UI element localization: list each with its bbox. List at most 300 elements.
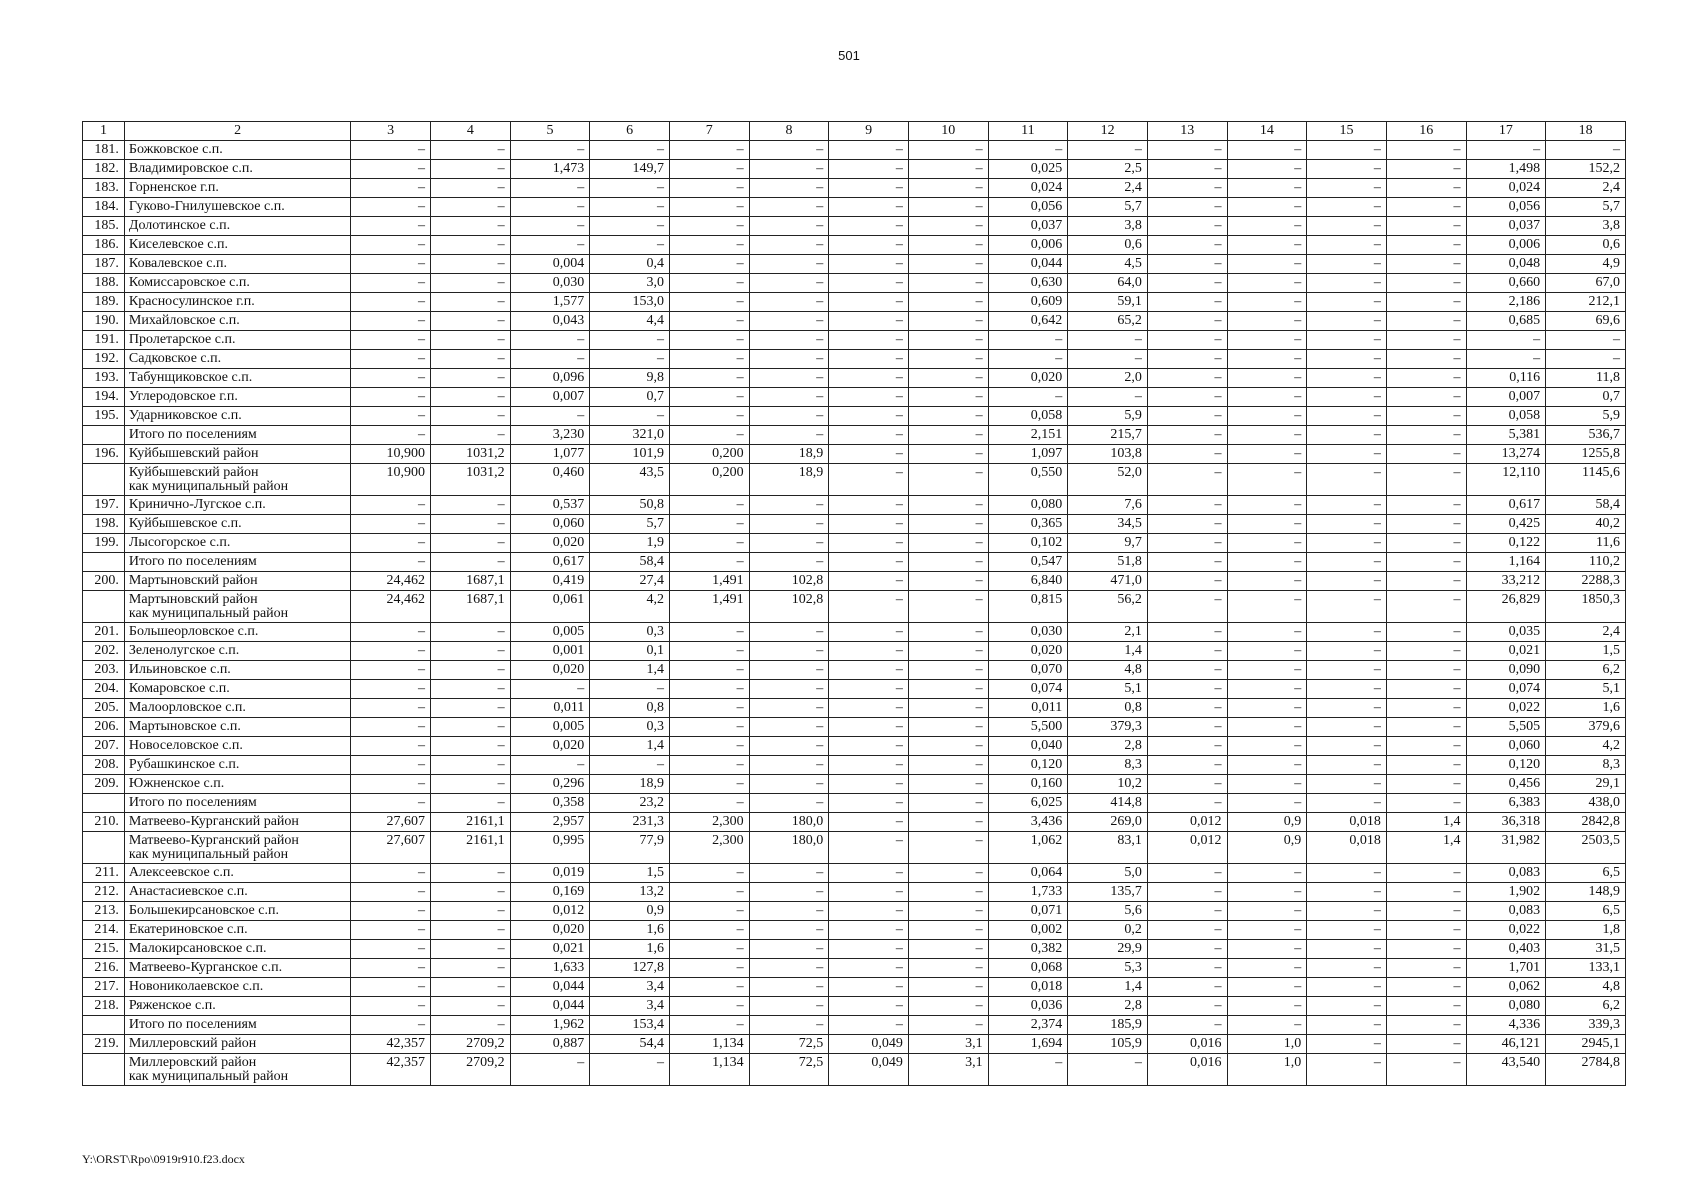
- value-cell: –: [829, 255, 909, 274]
- value-cell: –: [1147, 553, 1227, 572]
- row-name-line: Новониколаевское с.п.: [128, 979, 264, 994]
- value-cell: 0,030: [510, 274, 590, 293]
- value-cell: 0,074: [1466, 680, 1546, 699]
- value-cell: –: [749, 198, 829, 217]
- row-name-line: Итого по поселениям: [128, 427, 257, 442]
- value-cell: 0,547: [988, 553, 1068, 572]
- value-cell: –: [430, 959, 510, 978]
- value-cell: 43,540: [1466, 1054, 1546, 1086]
- row-name-line: Кринично-Лугское с.п.: [128, 497, 266, 512]
- value-cell: –: [908, 978, 988, 997]
- value-cell: –: [1147, 1016, 1227, 1035]
- value-cell: 5,500: [988, 718, 1068, 737]
- value-cell: 0,460: [510, 464, 590, 496]
- value-cell: 0,043: [510, 312, 590, 331]
- value-cell: 0,040: [988, 737, 1068, 756]
- value-cell: –: [829, 464, 909, 496]
- value-cell: –: [430, 179, 510, 198]
- value-cell: –: [1227, 737, 1307, 756]
- value-cell: 212,1: [1546, 293, 1626, 312]
- value-cell: –: [749, 534, 829, 553]
- value-cell: 0,058: [988, 407, 1068, 426]
- value-cell: –: [1227, 661, 1307, 680]
- value-cell: –: [829, 718, 909, 737]
- value-cell: 5,7: [1546, 198, 1626, 217]
- row-number-cell: 189.: [83, 293, 125, 312]
- value-cell: –: [749, 369, 829, 388]
- row-name-cell: [124, 464, 350, 496]
- value-cell: 0,005: [510, 718, 590, 737]
- row-name-line: Табунщиковское с.п.: [128, 370, 253, 385]
- value-cell: 0,071: [988, 902, 1068, 921]
- value-cell: –: [1227, 642, 1307, 661]
- value-cell: –: [669, 255, 749, 274]
- value-cell: –: [430, 426, 510, 445]
- value-cell: –: [351, 623, 431, 642]
- value-cell: 0,018: [988, 978, 1068, 997]
- value-cell: –: [1466, 331, 1546, 350]
- value-cell: –: [1386, 515, 1466, 534]
- value-cell: –: [1307, 198, 1387, 217]
- value-cell: –: [829, 553, 909, 572]
- value-cell: –: [430, 699, 510, 718]
- value-cell: –: [430, 141, 510, 160]
- value-cell: –: [1068, 1054, 1148, 1086]
- value-cell: –: [1307, 445, 1387, 464]
- row-number-cell: 204.: [83, 680, 125, 699]
- value-cell: 438,0: [1546, 794, 1626, 813]
- value-cell: –: [1147, 426, 1227, 445]
- value-cell: –: [908, 331, 988, 350]
- header-cell: 14: [1227, 122, 1307, 141]
- value-cell: –: [1386, 997, 1466, 1016]
- row-name-line: Михайловское с.п.: [128, 313, 240, 328]
- value-cell: 0,9: [590, 902, 670, 921]
- value-cell: –: [908, 369, 988, 388]
- value-cell: –: [1386, 426, 1466, 445]
- row-name-cell: [124, 217, 350, 236]
- row-name-line: Итого по поселениям: [128, 795, 257, 810]
- value-cell: –: [669, 534, 749, 553]
- row-number-cell: 219.: [83, 1035, 125, 1054]
- value-cell: –: [1147, 496, 1227, 515]
- row-name-cell: [124, 921, 350, 940]
- value-cell: –: [1386, 921, 1466, 940]
- value-cell: 0,550: [988, 464, 1068, 496]
- value-cell: –: [1386, 775, 1466, 794]
- value-cell: –: [1147, 642, 1227, 661]
- value-cell: –: [829, 274, 909, 293]
- value-cell: –: [1307, 661, 1387, 680]
- header-cell: 6: [590, 122, 670, 141]
- value-cell: 2709,2: [430, 1054, 510, 1086]
- row-number-cell: [83, 794, 125, 813]
- value-cell: –: [1386, 496, 1466, 515]
- value-cell: 0,056: [988, 198, 1068, 217]
- value-cell: 0,005: [510, 623, 590, 642]
- table-row: [83, 756, 1626, 775]
- value-cell: 0,116: [1466, 369, 1546, 388]
- row-name-cell: [124, 902, 350, 921]
- value-cell: –: [510, 236, 590, 255]
- value-cell: –: [1307, 515, 1387, 534]
- value-cell: 3,0: [590, 274, 670, 293]
- value-cell: 26,829: [1466, 591, 1546, 623]
- value-cell: 51,8: [1068, 553, 1148, 572]
- value-cell: 379,3: [1068, 718, 1148, 737]
- value-cell: –: [988, 331, 1068, 350]
- value-cell: 0,012: [510, 902, 590, 921]
- table-row: [83, 832, 1626, 864]
- value-cell: –: [1147, 179, 1227, 198]
- value-cell: 1,694: [988, 1035, 1068, 1054]
- value-cell: –: [669, 756, 749, 775]
- value-cell: –: [1147, 312, 1227, 331]
- value-cell: 0,068: [988, 959, 1068, 978]
- value-cell: –: [908, 426, 988, 445]
- value-cell: –: [1227, 179, 1307, 198]
- value-cell: –: [829, 794, 909, 813]
- value-cell: –: [749, 883, 829, 902]
- value-cell: –: [1227, 794, 1307, 813]
- value-cell: –: [669, 959, 749, 978]
- row-number-cell: [83, 832, 125, 864]
- value-cell: –: [1147, 534, 1227, 553]
- value-cell: 50,8: [590, 496, 670, 515]
- value-cell: –: [908, 959, 988, 978]
- row-number-cell: 196.: [83, 445, 125, 464]
- row-name-line-2: как муниципальный район: [128, 606, 289, 621]
- value-cell: –: [749, 623, 829, 642]
- value-cell: –: [669, 274, 749, 293]
- value-cell: –: [908, 864, 988, 883]
- value-cell: 83,1: [1068, 832, 1148, 864]
- value-cell: 0,995: [510, 832, 590, 864]
- value-cell: –: [749, 940, 829, 959]
- value-cell: –: [988, 1054, 1068, 1086]
- row-number-cell: 194.: [83, 388, 125, 407]
- value-cell: –: [430, 642, 510, 661]
- value-cell: 0,617: [510, 553, 590, 572]
- value-cell: 1031,2: [430, 445, 510, 464]
- value-cell: –: [351, 255, 431, 274]
- value-cell: 12,110: [1466, 464, 1546, 496]
- value-cell: –: [1386, 553, 1466, 572]
- value-cell: –: [590, 1054, 670, 1086]
- value-cell: –: [749, 407, 829, 426]
- value-cell: –: [1147, 661, 1227, 680]
- row-name-line: Владимировское с.п.: [128, 161, 253, 176]
- value-cell: 6,5: [1546, 902, 1626, 921]
- value-cell: –: [590, 407, 670, 426]
- value-cell: 1,633: [510, 959, 590, 978]
- value-cell: –: [1307, 699, 1387, 718]
- value-cell: 5,1: [1068, 680, 1148, 699]
- value-cell: –: [1227, 141, 1307, 160]
- value-cell: –: [590, 217, 670, 236]
- value-cell: 1,5: [1546, 642, 1626, 661]
- value-cell: 8,3: [1546, 756, 1626, 775]
- table-row: [83, 642, 1626, 661]
- value-cell: –: [1227, 198, 1307, 217]
- value-cell: –: [1386, 864, 1466, 883]
- header-cell: 7: [669, 122, 749, 141]
- value-cell: –: [1147, 217, 1227, 236]
- value-cell: 5,9: [1546, 407, 1626, 426]
- value-cell: 0,064: [988, 864, 1068, 883]
- value-cell: 2,374: [988, 1016, 1068, 1035]
- value-cell: 2,5: [1068, 160, 1148, 179]
- row-number-cell: 208.: [83, 756, 125, 775]
- value-cell: –: [1307, 350, 1387, 369]
- value-cell: –: [829, 312, 909, 331]
- row-number-cell: 206.: [83, 718, 125, 737]
- value-cell: –: [510, 756, 590, 775]
- value-cell: –: [1227, 160, 1307, 179]
- value-cell: 1,062: [988, 832, 1068, 864]
- value-cell: –: [430, 160, 510, 179]
- value-cell: 42,357: [351, 1035, 431, 1054]
- row-number-cell: 201.: [83, 623, 125, 642]
- row-number-cell: 200.: [83, 572, 125, 591]
- value-cell: –: [669, 680, 749, 699]
- value-cell: 1,4: [1068, 978, 1148, 997]
- value-cell: –: [669, 794, 749, 813]
- value-cell: –: [829, 775, 909, 794]
- header-cell: 2: [124, 122, 350, 141]
- row-number-cell: 184.: [83, 198, 125, 217]
- row-number-cell: 198.: [83, 515, 125, 534]
- row-name-line: Киселевское с.п.: [128, 237, 228, 252]
- value-cell: –: [1147, 293, 1227, 312]
- value-cell: 0,2: [1068, 921, 1148, 940]
- row-name-line: Комиссаровское с.п.: [128, 275, 250, 290]
- value-cell: 215,7: [1068, 426, 1148, 445]
- row-number-cell: 199.: [83, 534, 125, 553]
- value-cell: 0,049: [829, 1035, 909, 1054]
- row-name-line: Малоорловское с.п.: [128, 700, 246, 715]
- value-cell: –: [430, 775, 510, 794]
- value-cell: –: [669, 331, 749, 350]
- value-cell: –: [829, 217, 909, 236]
- row-number-cell: [83, 464, 125, 496]
- value-cell: –: [1227, 756, 1307, 775]
- data-table: [82, 121, 1626, 1086]
- value-cell: –: [908, 350, 988, 369]
- value-cell: –: [590, 236, 670, 255]
- value-cell: –: [829, 661, 909, 680]
- value-cell: –: [669, 699, 749, 718]
- file-path-footer: Y:\ORST\Rpo\0919r910.f23.docx: [82, 1152, 245, 1166]
- value-cell: –: [430, 978, 510, 997]
- row-number-cell: 195.: [83, 407, 125, 426]
- value-cell: –: [1147, 572, 1227, 591]
- value-cell: 58,4: [1546, 496, 1626, 515]
- value-cell: –: [669, 217, 749, 236]
- value-cell: –: [430, 940, 510, 959]
- value-cell: –: [430, 331, 510, 350]
- value-cell: 65,2: [1068, 312, 1148, 331]
- row-number-cell: 185.: [83, 217, 125, 236]
- value-cell: 0,358: [510, 794, 590, 813]
- value-cell: 2,0: [1068, 369, 1148, 388]
- value-cell: –: [1307, 464, 1387, 496]
- value-cell: –: [1147, 515, 1227, 534]
- value-cell: –: [351, 553, 431, 572]
- value-cell: 5,0: [1068, 864, 1148, 883]
- row-name-line: Анастасиевское с.п.: [128, 884, 248, 899]
- value-cell: –: [1386, 293, 1466, 312]
- value-cell: 4,2: [1546, 737, 1626, 756]
- value-cell: –: [988, 388, 1068, 407]
- value-cell: –: [829, 642, 909, 661]
- value-cell: 0,001: [510, 642, 590, 661]
- value-cell: 6,383: [1466, 794, 1546, 813]
- table-row: [83, 553, 1626, 572]
- header-cell: 9: [829, 122, 909, 141]
- data-table-wrapper: [82, 121, 1626, 1086]
- table-row: [83, 464, 1626, 496]
- value-cell: 1687,1: [430, 591, 510, 623]
- value-cell: 0,020: [510, 661, 590, 680]
- value-cell: –: [908, 775, 988, 794]
- value-cell: –: [669, 312, 749, 331]
- table-row: [83, 813, 1626, 832]
- row-name-cell: [124, 179, 350, 198]
- value-cell: –: [669, 496, 749, 515]
- value-cell: –: [749, 978, 829, 997]
- value-cell: 69,6: [1546, 312, 1626, 331]
- value-cell: 0,022: [1466, 921, 1546, 940]
- value-cell: –: [749, 959, 829, 978]
- value-cell: –: [1307, 1035, 1387, 1054]
- value-cell: –: [1147, 369, 1227, 388]
- value-cell: 4,8: [1546, 978, 1626, 997]
- value-cell: 0,365: [988, 515, 1068, 534]
- row-name-cell: [124, 407, 350, 426]
- value-cell: 0,018: [1307, 813, 1387, 832]
- row-number-cell: 211.: [83, 864, 125, 883]
- value-cell: –: [1147, 959, 1227, 978]
- value-cell: 0,019: [510, 864, 590, 883]
- value-cell: –: [829, 350, 909, 369]
- value-cell: 0,685: [1466, 312, 1546, 331]
- value-cell: 5,1: [1546, 680, 1626, 699]
- row-name-line: Куйбышевский район: [128, 446, 259, 461]
- header-row: [83, 122, 1626, 141]
- value-cell: 2161,1: [430, 813, 510, 832]
- row-name-line: Итого по поселениям: [128, 1017, 257, 1032]
- value-cell: 379,6: [1546, 718, 1626, 737]
- value-cell: 58,4: [590, 553, 670, 572]
- value-cell: 64,0: [1068, 274, 1148, 293]
- value-cell: –: [1386, 680, 1466, 699]
- value-cell: –: [1386, 350, 1466, 369]
- value-cell: 1,134: [669, 1054, 749, 1086]
- value-cell: –: [590, 141, 670, 160]
- value-cell: –: [669, 369, 749, 388]
- value-cell: 1,164: [1466, 553, 1546, 572]
- value-cell: –: [1227, 921, 1307, 940]
- value-cell: 1255,8: [1546, 445, 1626, 464]
- value-cell: –: [430, 274, 510, 293]
- value-cell: –: [1227, 464, 1307, 496]
- value-cell: 1,077: [510, 445, 590, 464]
- value-cell: –: [1227, 426, 1307, 445]
- value-cell: –: [351, 274, 431, 293]
- value-cell: –: [1386, 959, 1466, 978]
- value-cell: –: [1307, 921, 1387, 940]
- value-cell: –: [1386, 198, 1466, 217]
- value-cell: 101,9: [590, 445, 670, 464]
- row-name-cell: [124, 496, 350, 515]
- value-cell: 0,011: [510, 699, 590, 718]
- value-cell: 4,9: [1546, 255, 1626, 274]
- row-name-line: Миллеровский район: [128, 1055, 257, 1070]
- value-cell: –: [1386, 217, 1466, 236]
- table-row: [83, 179, 1626, 198]
- value-cell: –: [1386, 255, 1466, 274]
- table-row: [83, 737, 1626, 756]
- value-cell: –: [988, 141, 1068, 160]
- value-cell: 72,5: [749, 1035, 829, 1054]
- value-cell: –: [908, 718, 988, 737]
- value-cell: 6,2: [1546, 997, 1626, 1016]
- row-name-cell: [124, 623, 350, 642]
- value-cell: 5,9: [1068, 407, 1148, 426]
- value-cell: 0,200: [669, 445, 749, 464]
- value-cell: 1145,6: [1546, 464, 1626, 496]
- value-cell: 0,630: [988, 274, 1068, 293]
- value-cell: 0,016: [1147, 1035, 1227, 1054]
- value-cell: –: [351, 680, 431, 699]
- value-cell: –: [829, 141, 909, 160]
- value-cell: –: [908, 515, 988, 534]
- row-number-cell: 215.: [83, 940, 125, 959]
- value-cell: –: [908, 794, 988, 813]
- value-cell: –: [1307, 680, 1387, 699]
- value-cell: 1,701: [1466, 959, 1546, 978]
- row-name-line: Итого по поселениям: [128, 554, 257, 569]
- value-cell: –: [351, 350, 431, 369]
- value-cell: 0,609: [988, 293, 1068, 312]
- value-cell: –: [351, 198, 431, 217]
- row-name-cell: [124, 1054, 350, 1086]
- value-cell: –: [351, 312, 431, 331]
- value-cell: 0,004: [510, 255, 590, 274]
- value-cell: 0,7: [1546, 388, 1626, 407]
- table-row: [83, 794, 1626, 813]
- row-number-cell: 187.: [83, 255, 125, 274]
- value-cell: –: [1386, 312, 1466, 331]
- table-row: [83, 160, 1626, 179]
- value-cell: 0,537: [510, 496, 590, 515]
- value-cell: 4,5: [1068, 255, 1148, 274]
- value-cell: 2,4: [1546, 623, 1626, 642]
- row-number-cell: [83, 1016, 125, 1035]
- value-cell: –: [908, 445, 988, 464]
- value-cell: –: [829, 572, 909, 591]
- value-cell: 0,016: [1147, 1054, 1227, 1086]
- value-cell: 339,3: [1546, 1016, 1626, 1035]
- value-cell: –: [351, 883, 431, 902]
- value-cell: –: [1227, 883, 1307, 902]
- table-header: [83, 122, 1626, 141]
- value-cell: –: [1386, 661, 1466, 680]
- table-row: [83, 255, 1626, 274]
- value-cell: 185,9: [1068, 1016, 1148, 1035]
- value-cell: –: [1307, 426, 1387, 445]
